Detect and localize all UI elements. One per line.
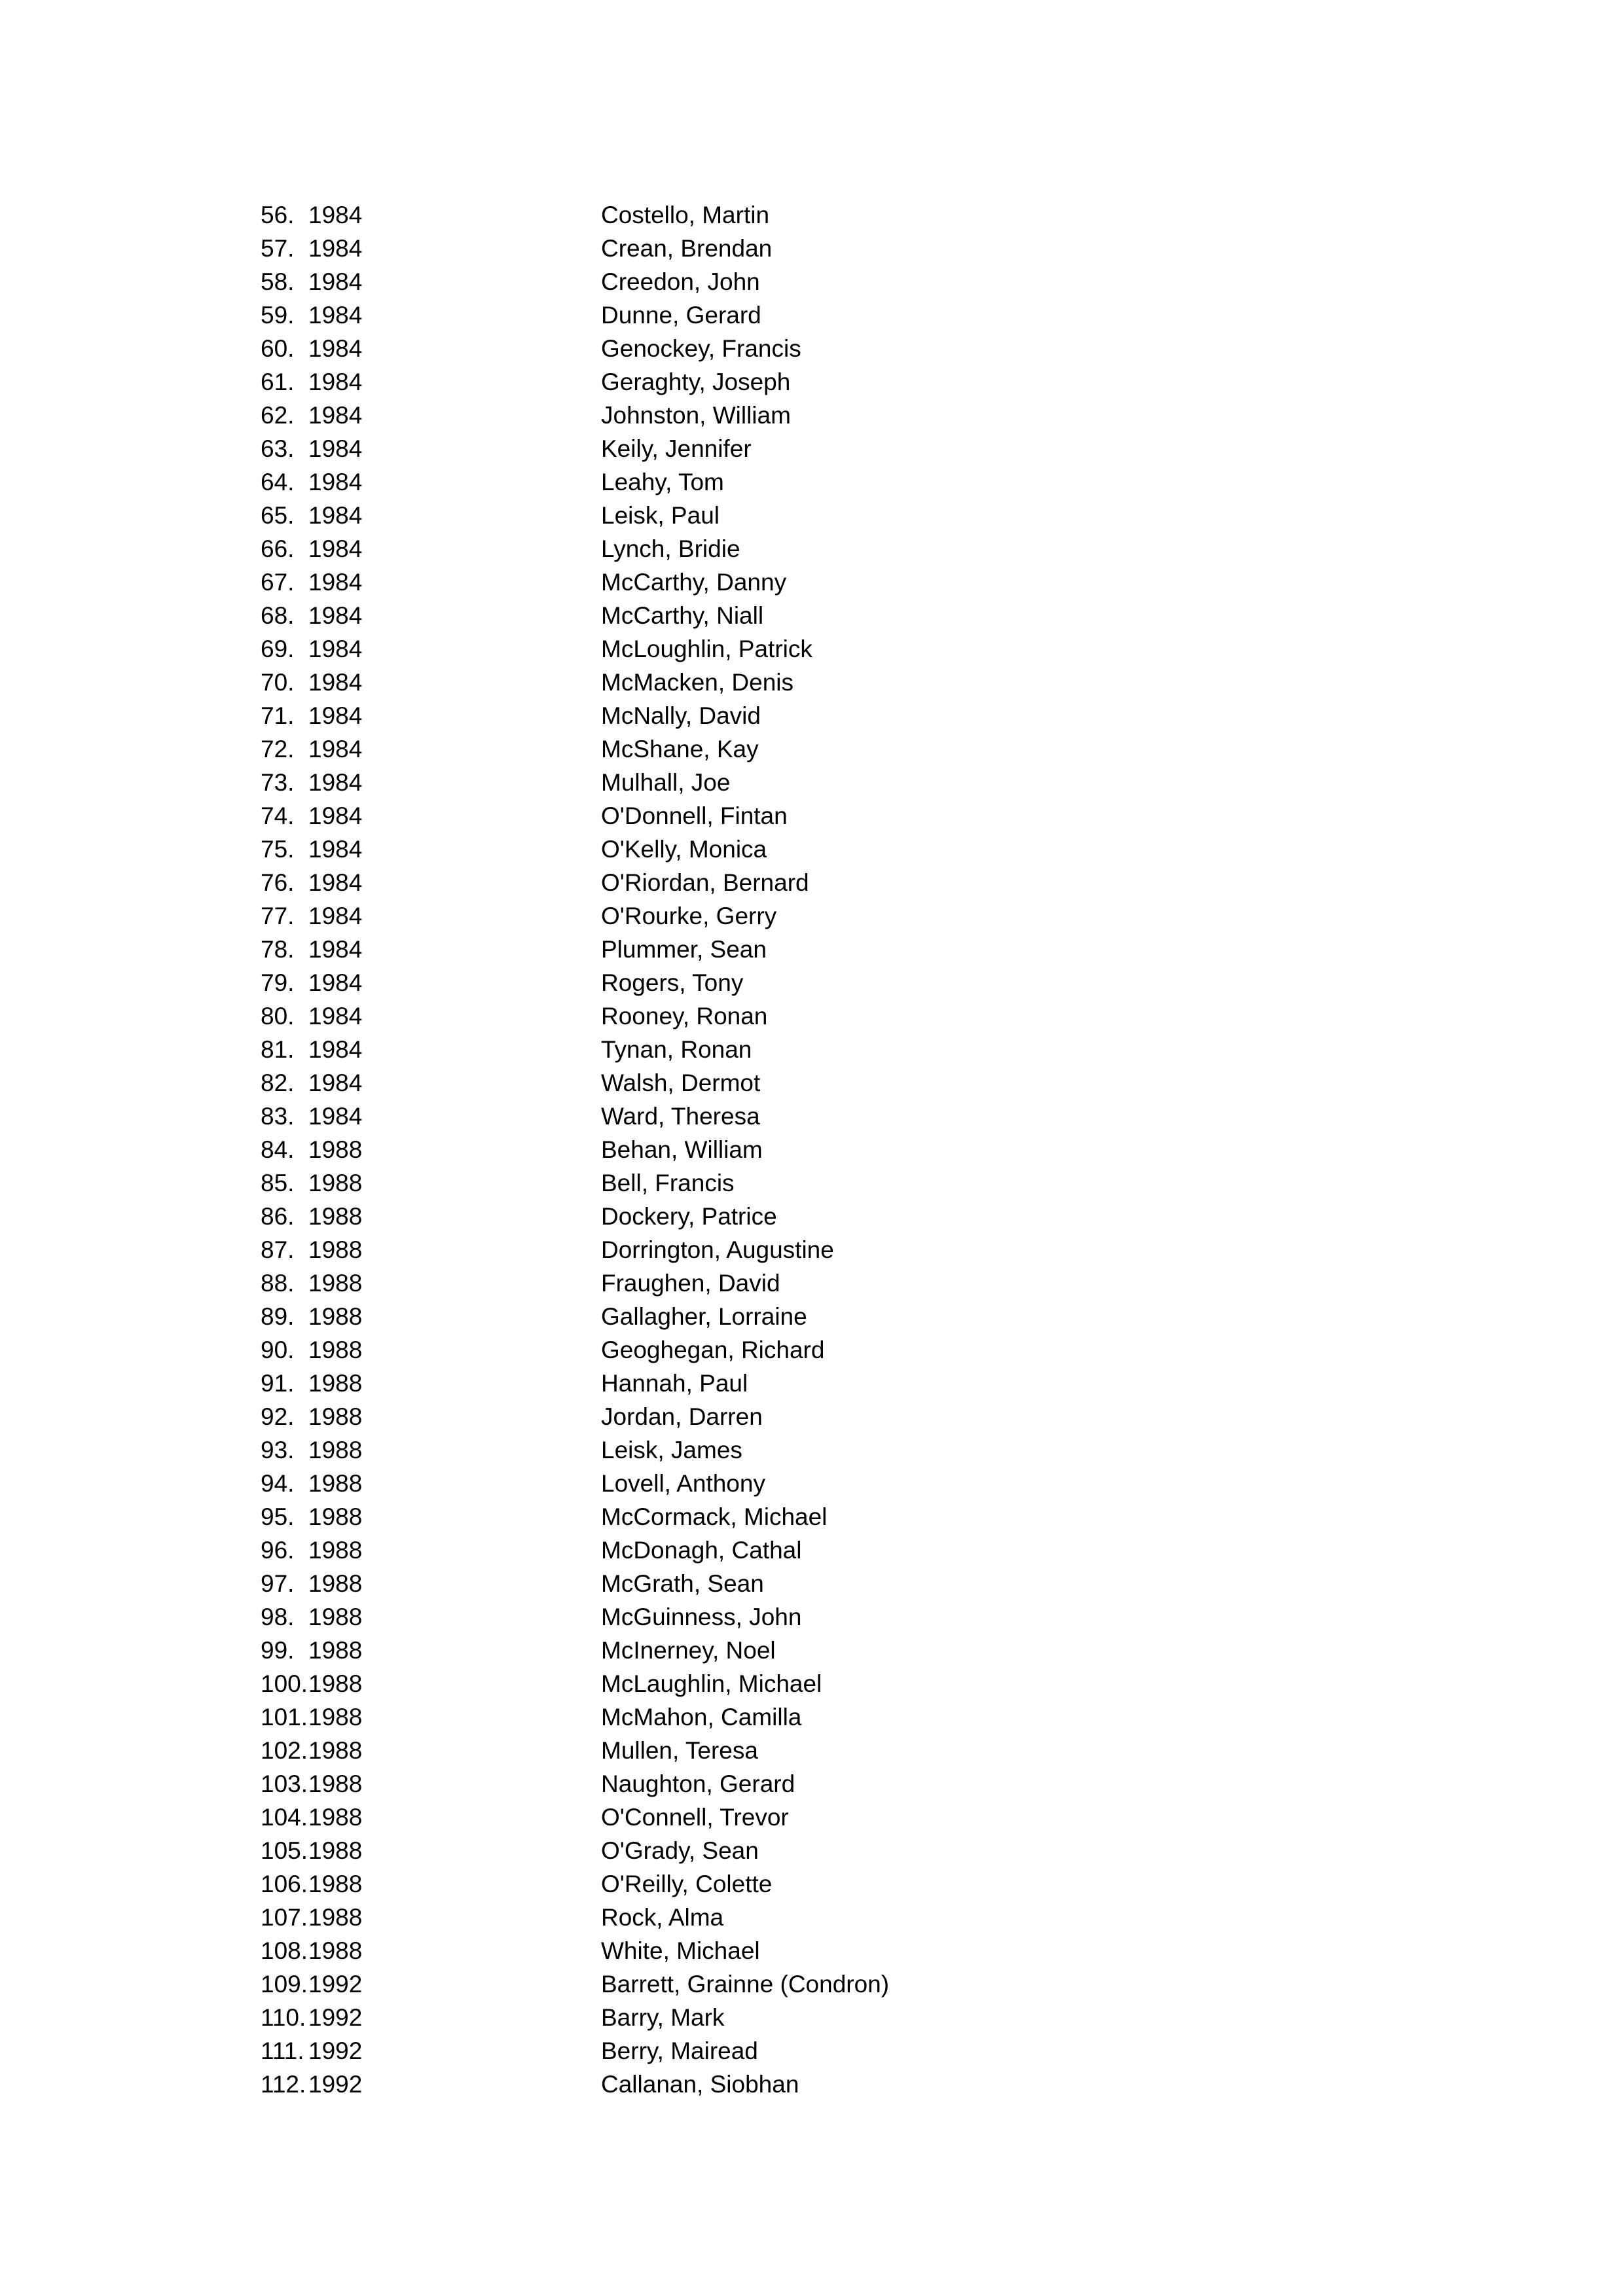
entry-name: Plummer, Sean [601,936,767,963]
entry-name: McCarthy, Niall [601,602,764,629]
entry-number: 106. [261,1871,308,1897]
entry-year: 1988 [308,1737,363,1764]
entry-year: 1988 [308,1370,363,1397]
entry-name: Walsh, Dermot [601,1069,761,1096]
entry-name: O'Grady, Sean [601,1837,759,1864]
entry-name: Johnston, William [601,402,791,429]
entry-year: 1988 [308,1336,363,1363]
entry-name: Creedon, John [601,268,760,295]
entry-year: 1988 [308,1270,363,1297]
entry-name: McLoughlin, Patrick [601,636,812,662]
entry-year: 1992 [308,1971,363,1998]
entry-year: 1984 [308,502,363,529]
entry-name: McInerney, Noel [601,1637,776,1664]
entry-name: McDonagh, Cathal [601,1537,802,1564]
entry-year: 1988 [308,1537,363,1564]
entry-year: 1984 [308,936,363,963]
entry-year: 1988 [308,1503,363,1530]
entry-year: 1988 [308,1403,363,1430]
entry-year: 1984 [308,1069,363,1096]
entry-number: 61. [261,368,295,395]
entry-name: Rogers, Tony [601,969,744,996]
entry-number: 80. [261,1003,295,1030]
entry-number: 73. [261,769,295,796]
entry-number: 94. [261,1470,295,1497]
entry-year: 1984 [308,302,363,329]
entry-name: McCormack, Michael [601,1503,828,1530]
entry-name: Gallagher, Lorraine [601,1303,807,1330]
entry-year: 1984 [308,402,363,429]
entry-name: McMacken, Denis [601,669,794,696]
entry-number: 111. [261,2037,304,2064]
entry-year: 1984 [308,702,363,729]
entry-number: 89. [261,1303,295,1330]
entry-year: 1984 [308,202,363,228]
entry-name: Rooney, Ronan [601,1003,768,1030]
entry-year: 1984 [308,836,363,863]
entry-name: Jordan, Darren [601,1403,763,1430]
entry-year: 1988 [308,1904,363,1931]
entry-number: 84. [261,1136,295,1163]
entry-year: 1984 [308,1036,363,1063]
entry-name: Rock, Alma [601,1904,724,1931]
entry-number: 82. [261,1069,295,1096]
entry-number: 100. [261,1670,308,1697]
entry-name: Naughton, Gerard [601,1770,795,1797]
entry-name: Keily, Jennifer [601,435,752,462]
entry-number: 105. [261,1837,308,1864]
entry-name: Costello, Martin [601,202,770,228]
entry-year: 1984 [308,235,363,262]
entry-name: Lovell, Anthony [601,1470,765,1497]
entry-year: 1988 [308,1871,363,1897]
entry-number: 85. [261,1170,295,1196]
entry-number: 81. [261,1036,295,1063]
entry-number: 104. [261,1804,308,1831]
entry-name: Leahy, Tom [601,469,724,495]
entry-year: 1984 [308,469,363,495]
entry-number: 102. [261,1737,308,1764]
entry-year: 1988 [308,1837,363,1864]
entry-name: McNally, David [601,702,761,729]
entry-number: 112. [261,2071,306,2098]
entry-number: 101. [261,1704,308,1731]
entry-number: 71. [261,702,295,729]
entry-name: Behan, William [601,1136,763,1163]
entry-number: 67. [261,569,295,596]
entry-year: 1984 [308,869,363,896]
entry-year: 1992 [308,2004,363,2031]
entry-number: 60. [261,335,295,362]
entry-name: Bell, Francis [601,1170,735,1196]
entry-number: 87. [261,1236,295,1263]
entry-name: O'Kelly, Monica [601,836,767,863]
entry-year: 1984 [308,535,363,562]
entry-year: 1984 [308,1103,363,1130]
entry-year: 1988 [308,1437,363,1463]
entry-year: 1984 [308,969,363,996]
entry-number: 66. [261,535,295,562]
entry-name: Crean, Brendan [601,235,773,262]
entry-name: O'Donnell, Fintan [601,802,788,829]
entry-number: 108. [261,1937,308,1964]
entry-number: 65. [261,502,295,529]
entry-number: 62. [261,402,295,429]
entry-name: McGrath, Sean [601,1570,764,1597]
entry-year: 1988 [308,1570,363,1597]
entry-year: 1984 [308,335,363,362]
entry-year: 1988 [308,1136,363,1163]
entry-year: 1988 [308,1770,363,1797]
entry-name: Dockery, Patrice [601,1203,777,1230]
entry-number: 58. [261,268,295,295]
entry-name: O'Connell, Trevor [601,1804,789,1831]
entry-year: 1988 [308,1170,363,1196]
entry-year: 1984 [308,435,363,462]
entry-name: Hannah, Paul [601,1370,748,1397]
entry-year: 1984 [308,903,363,929]
entry-name: Berry, Mairead [601,2037,758,2064]
entry-number: 57. [261,235,295,262]
entry-number: 99. [261,1637,295,1664]
entry-name: O'Riordan, Bernard [601,869,809,896]
entry-name: Geraghty, Joseph [601,368,791,395]
entry-year: 1988 [308,1937,363,1964]
entry-year: 1988 [308,1236,363,1263]
entry-name: Geoghegan, Richard [601,1336,825,1363]
entry-name: McLaughlin, Michael [601,1670,822,1697]
entry-year: 1988 [308,1203,363,1230]
entry-number: 93. [261,1437,295,1463]
entry-name: Leisk, Paul [601,502,720,529]
entry-number: 76. [261,869,295,896]
entry-number: 96. [261,1537,295,1564]
entry-number: 75. [261,836,295,863]
entry-year: 1992 [308,2037,363,2064]
entry-name: Genockey, Francis [601,335,801,362]
entry-year: 1988 [308,1637,363,1664]
entry-year: 1988 [308,1470,363,1497]
entry-number: 88. [261,1270,295,1297]
entry-number: 56. [261,202,295,228]
entry-number: 110. [261,2004,306,2031]
entry-number: 69. [261,636,295,662]
entry-number: 103. [261,1770,308,1797]
entry-number: 109. [261,1971,308,1998]
entry-name: Barrett, Grainne (Condron) [601,1971,890,1998]
entry-year: 1984 [308,368,363,395]
entry-name: Barry, Mark [601,2004,725,2031]
entry-year: 1984 [308,602,363,629]
entry-year: 1984 [308,736,363,762]
entry-number: 79. [261,969,295,996]
entry-name: Mulhall, Joe [601,769,731,796]
entry-name: McMahon, Camilla [601,1704,802,1731]
entry-name: O'Reilly, Colette [601,1871,773,1897]
entry-year: 1984 [308,569,363,596]
entry-year: 1984 [308,268,363,295]
entry-number: 72. [261,736,295,762]
entry-year: 1988 [308,1804,363,1831]
entry-number: 107. [261,1904,308,1931]
entry-year: 1984 [308,636,363,662]
entry-year: 1984 [308,1003,363,1030]
entry-number: 91. [261,1370,295,1397]
entry-year: 1988 [308,1604,363,1630]
entry-name: White, Michael [601,1937,760,1964]
entry-name: Leisk, James [601,1437,742,1463]
entry-year: 1988 [308,1670,363,1697]
entry-name: Dunne, Gerard [601,302,761,329]
entry-number: 63. [261,435,295,462]
entry-number: 68. [261,602,295,629]
entry-number: 86. [261,1203,295,1230]
entry-name: Ward, Theresa [601,1103,760,1130]
entry-year: 1984 [308,669,363,696]
entry-number: 64. [261,469,295,495]
entry-year: 1984 [308,769,363,796]
entry-name: Callanan, Siobhan [601,2071,799,2098]
entry-number: 83. [261,1103,295,1130]
entry-number: 90. [261,1336,295,1363]
entry-name: Lynch, Bridie [601,535,740,562]
entry-name: Mullen, Teresa [601,1737,758,1764]
entry-name: Dorrington, Augustine [601,1236,834,1263]
entry-name: McCarthy, Danny [601,569,787,596]
entry-number: 74. [261,802,295,829]
entry-name: McGuinness, John [601,1604,802,1630]
entry-name: Fraughen, David [601,1270,780,1297]
entry-number: 59. [261,302,295,329]
entry-name: O'Rourke, Gerry [601,903,777,929]
entry-number: 95. [261,1503,295,1530]
entry-year: 1984 [308,802,363,829]
entry-year: 1988 [308,1704,363,1731]
entry-number: 97. [261,1570,295,1597]
entry-number: 92. [261,1403,295,1430]
entry-number: 70. [261,669,295,696]
entry-number: 77. [261,903,295,929]
entry-number: 78. [261,936,295,963]
entry-number: 98. [261,1604,295,1630]
entry-name: McShane, Kay [601,736,759,762]
entry-year: 1992 [308,2071,363,2098]
entry-name: Tynan, Ronan [601,1036,752,1063]
entry-year: 1988 [308,1303,363,1330]
